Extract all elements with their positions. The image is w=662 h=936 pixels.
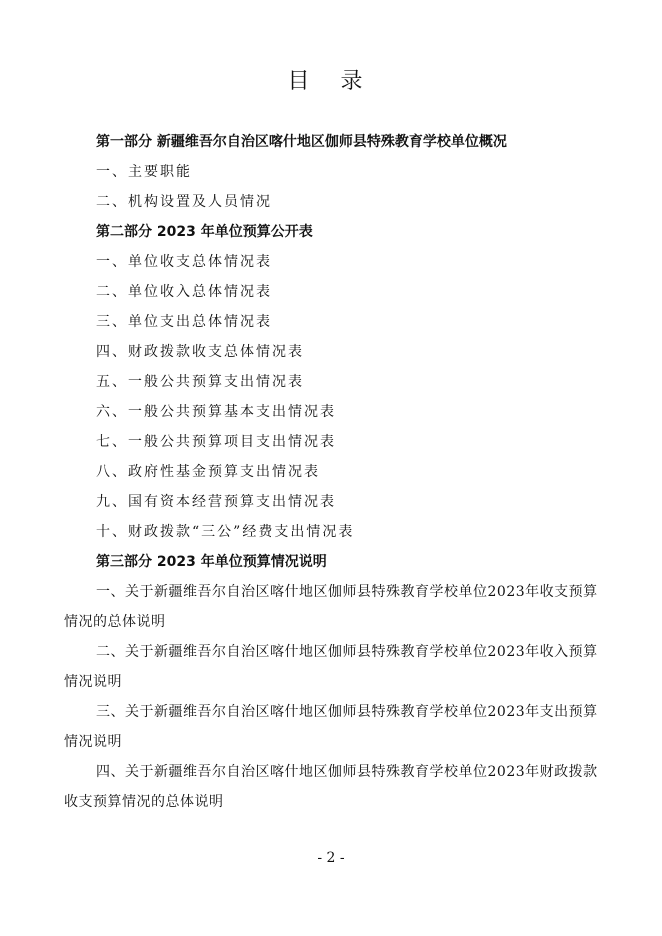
toc-item: 七、一般公共预算项目支出情况表 (96, 434, 336, 450)
page-number: - 2 - (317, 850, 345, 866)
toc-item: 十、财政拨款“三公”经费支出情况表 (96, 524, 355, 540)
toc-paragraph: 二、关于新疆维吾尔自治区喀什地区伽师县特殊教育学校单位2023年收入预算情况说明 (64, 644, 598, 690)
part-1-heading: 第一部分 新疆维吾尔自治区喀什地区伽师县特殊教育学校单位概况 (96, 134, 507, 150)
toc-paragraph: 三、关于新疆维吾尔自治区喀什地区伽师县特殊教育学校单位2023年支出预算情况说明 (64, 704, 598, 750)
toc-item: 六、一般公共预算基本支出情况表 (96, 404, 336, 420)
page-title: 目 录 (287, 69, 375, 94)
toc-item: 一、主要职能 (96, 164, 192, 180)
toc-item: 五、一般公共预算支出情况表 (96, 374, 304, 390)
toc-item: 四、财政拨款收支总体情况表 (96, 344, 304, 360)
toc-item: 八、政府性基金预算支出情况表 (96, 464, 320, 480)
part-2-heading: 第二部分 2023 年单位预算公开表 (96, 224, 313, 240)
toc-paragraph: 四、关于新疆维吾尔自治区喀什地区伽师县特殊教育学校单位2023年财政拨款收支预算情况的总体说明 (64, 764, 598, 810)
toc-item: 九、国有资本经营预算支出情况表 (96, 494, 336, 510)
toc-item: 一、单位收支总体情况表 (96, 254, 272, 270)
toc-item: 二、单位收入总体情况表 (96, 284, 272, 300)
part-3-heading: 第三部分 2023 年单位预算情况说明 (96, 554, 327, 570)
toc-item: 三、单位支出总体情况表 (96, 314, 272, 330)
toc-item: 二、机构设置及人员情况 (96, 194, 272, 210)
toc-paragraph: 一、关于新疆维吾尔自治区喀什地区伽师县特殊教育学校单位2023年收支预算情况的总体说明 (64, 584, 598, 630)
